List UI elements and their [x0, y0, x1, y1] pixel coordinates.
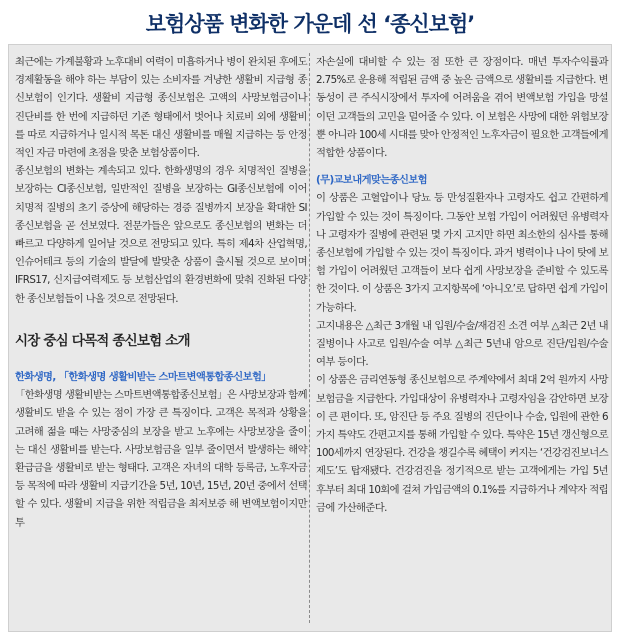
left-column — [15, 53, 307, 532]
hanwha-continued-paragraph: 자손실에 대비할 수 있는 점 또한 큰 장점이다. 매년 투자수익률과 2.75%로 운용해 적립된 금액 중 높은 금액으로 생활비를 지급한다. 변동성이 큰 주식시장에서 투자에 어려움을 겪어 변액보험 가입을 망설이던 고객들의 고민을 덜어줄 수 있다. 이 보험은 사망에 대한 위험보장뿐 아니라 100세 시대를 맞아 안정적인 노후자금이 필요한 고객들에게 적합한 상품이다. — [316, 56, 608, 160]
coverage-paragraph: 이 상품은 금리연동형 종신보험으로 주계약에서 최대 2억 원까지 사망보험금을 지급한다. 가입대상이 유병력자나 고령자임을 감안하면 보장이 큰 편이다. 또, 암진단 등 주요 질병의 진단이나 수술, 입원에 관한 6가지 특약도 간편고지를 통해 가입할 수 있다. 특약은 15년 갱신형으로 100세까지 연장된다. 건강을 챙길수록 혜택이 커지는 ‘건강검진보너스제도’도 탑재됐다. 건강검진을 정기적으로 받는 고객에게는 가입 5년 후부터 최대 10회에 걸쳐 가입금액의 0.1%를 지급하거나 계약자 적립금에 가산해준다. — [316, 374, 608, 514]
change-paragraph: 종신보험의 변화는 계속되고 있다. 한화생명의 경우 치명적인 질병을 보장하는 CI종신보험, 일반적인 질병을 보장하는 GI종신보험에 이어 치명적 질병의 초기 증상에 해당하는 경증 질병까지 보장을 확대한 SI종신보험을 곧 선보였다. 전문가들은 앞으로도 종신보험의 변화는 더 빠르고 다양하게 일어날 것으로 전망되고 있다. 특히 제4차 산업혁명, 인슈어테크 등의 기술의 발달에 발맞춘 상품이 출시될 것으로 보이며 IFRS17, 신지급여력제도 등 보험산업의 환경변화에 맞춰 진화된 다양한 종신보험들이 나올 것으로 전망된다. — [15, 165, 307, 305]
section-heading: 시장 중심 다목적 종신보험 소개 — [15, 332, 190, 349]
right-column — [316, 53, 608, 517]
product-title-hanwha: 한화생명, 「한화생명 생활비받는 스마트변액통합종신보험」 — [15, 371, 271, 384]
column-divider — [309, 53, 310, 623]
product-title-kyobo: (무)교보내게맞는종신보험 — [316, 174, 428, 187]
kyobo-paragraph: 이 상품은 고혈압이나 당뇨 등 만성질환자나 고령자도 쉽고 간편하게 가입할 수 있는 것이 특징이다. 그동안 보험 가입이 어려웠던 유병력자나 고령자가 질병에 관련된 몇 가지 고지만 하면 최소한의 심사를 통해 종신보험에 가입할 수 있는 것이 특징이다. 과거 병력이나 나이 탓에 보험 가입이 어려웠던 고객들이 보다 쉽게 사망보장을 준비할 수 있도록 한 것이다. 이 상품은 3가지 고지항목에 ‘아니오’로 답하면 쉽게 가입이 가능하다. — [316, 192, 608, 314]
page-title: 보험상품 변화한 가운데 선 ‘종신보험’ — [145, 12, 475, 36]
hanwha-paragraph: 「한화생명 생활비받는 스마트변액통합종신보험」은 사망보장과 함께 생활비도 받을 수 있는 점이 가장 큰 특징이다. 고객은 목적과 상황을 고려해 젊을 때는 사망중심의 보장을 받고 노후에는 사망보장을 줄이는 대신 생활비를 받는다. 사망보험금을 일부 줄이면서 발생하는 해약환급금을 생활비로 받는 형태다. 고객은 자녀의 대학 등록금, 노후자금 등 목적에 따라 생활비 지급기간을 5년, 10년, 15년, 20년 중에서 선택할 수 있다. 생활비 지급을 위한 적립금을 최저보증 해 변액보험이지만 투 — [15, 389, 307, 529]
article-panel — [8, 44, 612, 632]
intro-paragraph: 최근에는 가계불황과 노후대비 여력이 미흡하거나 병이 완치된 후에도 경제활동을 해야 하는 부담이 있는 소비자를 겨냥한 생활비 지급형 종신보험이 인기다. 생활비 지급형 종신보험은 고액의 사망보험금이나 진단비를 한 번에 지급하던 기존 형태에서 벗어나 치료비 외에 생활비를 따로 지급하거나 일시적 목돈 대신 생활비를 매월 지급하는 등 안정적인 자금 마련에 초점을 맞춘 보험상품이다. — [15, 56, 307, 160]
title-bar — [0, 0, 620, 40]
disclosure-paragraph: 고지내용은 △최근 3개월 내 입원/수술/재검진 소견 여부 △최근 2년 내 질병이나 사고로 입원/수술 여부 △최근 5년내 암으로 진단/입원/수술 여부 등이다. — [316, 319, 608, 369]
